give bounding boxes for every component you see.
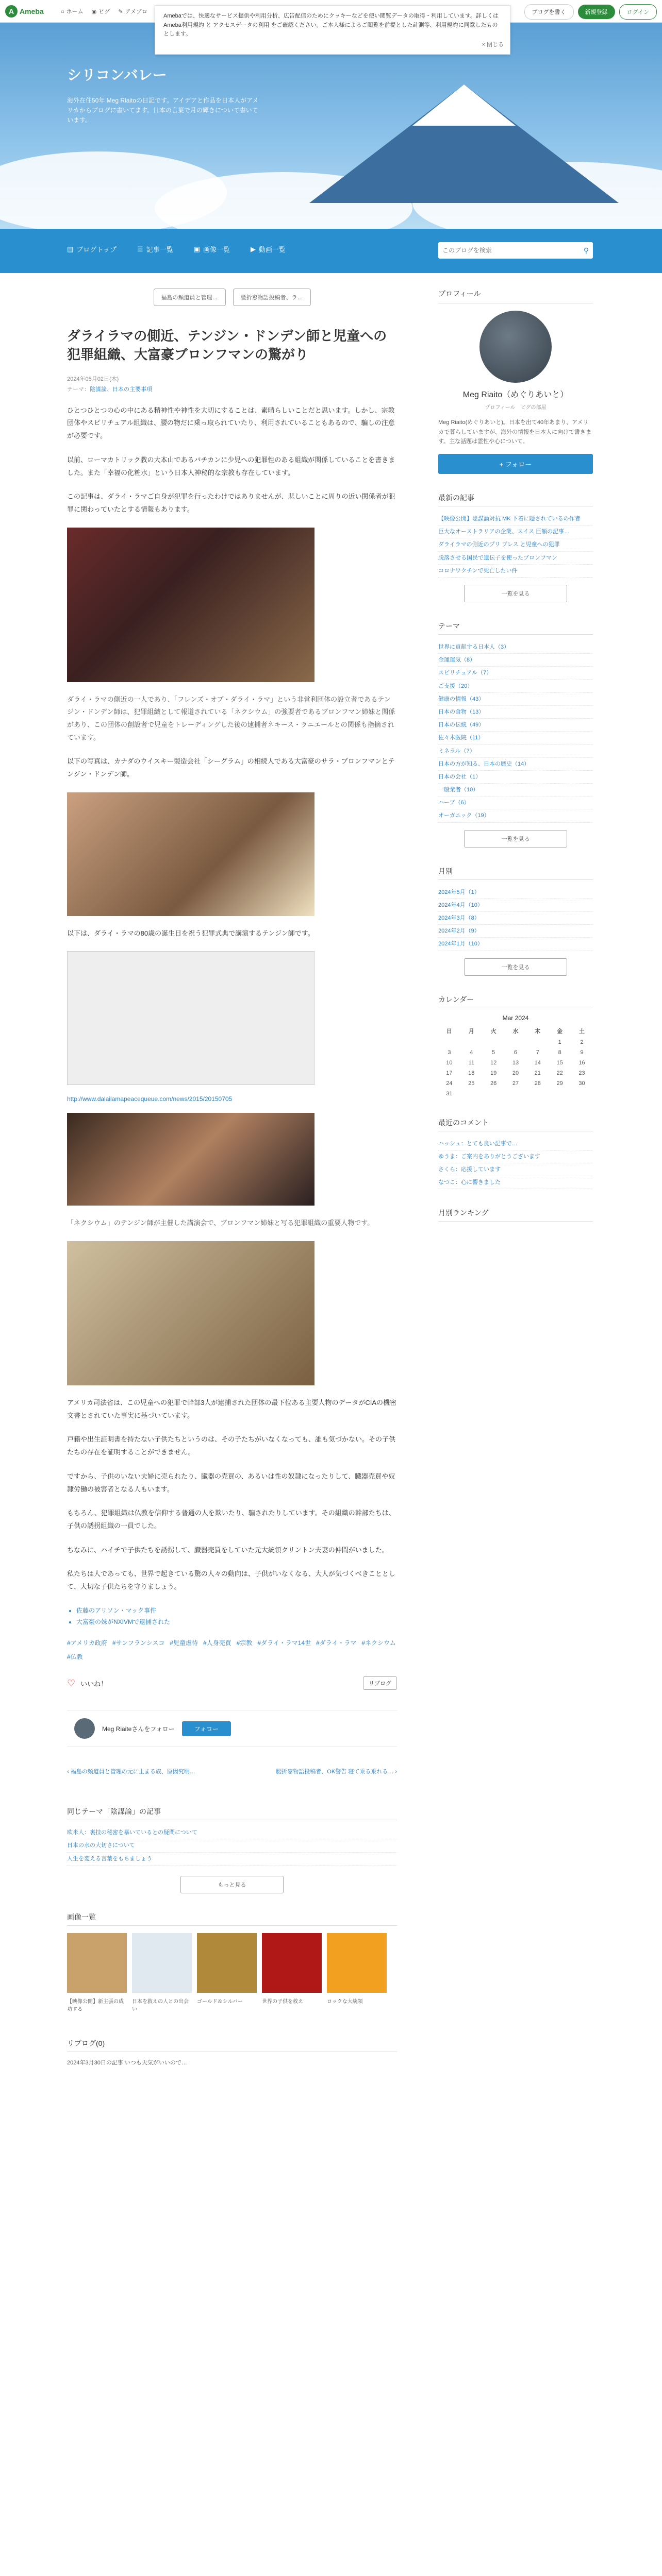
archive-heading: 月別 <box>438 866 593 880</box>
follow-prompt: Meg Riaiteさんをフォロー <box>102 1725 175 1733</box>
calendar-week: 3 4 5 6 7 8 9 <box>448 1049 584 1056</box>
hashtag[interactable]: #仏教 <box>67 1653 83 1661</box>
search-icon[interactable]: ⚲ <box>583 246 589 255</box>
theme-item[interactable]: 世界に貢献する日本人（3） <box>438 641 593 654</box>
prev-article-link[interactable]: 福島の頻道員と管理… <box>154 289 226 306</box>
paragraph: もちろん、犯罪組織は仏教を信仰する普通の人を欺いたり、騙されたりしています。その組織の幹部たちは、子供の誘拐組織の一員でした。 <box>67 1509 395 1530</box>
blog-nav-items <box>67 244 286 254</box>
recent-item[interactable]: ダライラマの側近のプリ プレス と児童への犯罪 <box>438 538 593 551</box>
paragraph: ひとつひとつの心の中にある精神性や神性を大切にすることは、素晴らしいことだと思います。しかし、宗教団体やスピリチュアル組織は、腰の物だに乗っ取られていたり、利用されていることもあるので、騙しの注意が必要です。 <box>67 406 395 440</box>
image-caption: 日本を救えの人との出会い <box>132 1998 189 2012</box>
profile-links[interactable]: プロフィール ピグの部屋 <box>485 405 547 411</box>
theme-link[interactable]: 陰謀論、日本の主要事項 <box>90 386 152 393</box>
hashtag[interactable]: #ダライ・ラマ <box>316 1639 357 1647</box>
paragraph: 以下は、ダライ・ラマの80歳の誕生日を祝う犯罪式典で講演するテンジン師です。 <box>67 929 315 937</box>
calendar-weekdays: 日 月 火 水 木 金 土 <box>446 1028 585 1035</box>
theme-heading: テーマ <box>438 621 593 635</box>
comment-heading: 最近のコメント <box>438 1117 593 1131</box>
article-photo-2[interactable] <box>67 792 315 916</box>
blog-search <box>438 242 593 259</box>
prev-post-link[interactable]: ‹ 福島の頻道員と管理の元に止まる族、原因究明… <box>67 1769 195 1775</box>
calendar-week: 1 2 <box>558 1039 584 1045</box>
profile-heading: プロフィール <box>438 289 593 303</box>
ameba-wordmark[interactable]: Ameba <box>20 7 44 15</box>
write-blog-button[interactable]: ブログを書く <box>524 4 574 20</box>
blog-title[interactable]: シリコンバレー <box>67 67 167 83</box>
recent-item[interactable]: 巨大なオーストラリアの企業、スイス 巨額の記事… <box>438 526 593 538</box>
register-button[interactable]: 新規登録 <box>578 5 615 19</box>
article-photo-5[interactable] <box>67 1241 315 1385</box>
profile-avatar[interactable] <box>479 311 552 383</box>
mountain-snowcap <box>412 84 516 126</box>
recent-item[interactable]: コロナワクチンで死亡したい件 <box>438 565 593 578</box>
home-icon: ▤ <box>67 245 74 253</box>
recent-item[interactable]: 脱落させる国民で遺伝子を使ったブロンフマン <box>438 552 593 565</box>
follow-box <box>67 1710 397 1747</box>
hashtag[interactable]: #ダライ・ラマ14世 <box>257 1639 311 1647</box>
paragraph: 私たちは人であっても、世界で起きている驚の人々の動向は、子供がいなくなる、大人が気づくべきこととして、大切な子供たちを守りましょう。 <box>67 1570 395 1590</box>
theme-item[interactable]: 日本の伝統（49） <box>438 719 593 732</box>
nav-image-list[interactable]: ▣ 画像一覧 <box>193 245 230 253</box>
image-caption: ロックな大統領 <box>327 1998 363 2005</box>
theme-item[interactable]: 日本の食物（13） <box>438 706 593 719</box>
calendar <box>438 1025 593 1099</box>
comment-item[interactable]: ハッシュ：とても良い記事で… <box>438 1138 593 1150</box>
comment-list <box>438 1138 593 1190</box>
archive-item[interactable]: 2024年2月（9） <box>438 925 593 938</box>
calendar-week: 17 18 19 20 21 22 23 <box>446 1070 585 1076</box>
heart-icon[interactable]: ♡ <box>67 1677 76 1688</box>
follow-button[interactable]: フォロー <box>182 1721 231 1736</box>
same-theme-list <box>67 1826 397 1866</box>
hashtag[interactable]: #アメリカ政府 <box>67 1639 107 1647</box>
cookie-close-button[interactable]: × 閉じる <box>482 42 504 48</box>
image-list-heading: 画像一覧 <box>67 1912 397 1926</box>
hashtag[interactable]: #児童虐待 <box>170 1639 198 1647</box>
profile-name[interactable]: Meg Riaito（めぐりあいと） <box>462 391 569 399</box>
comment-item[interactable]: ゆうま：ご案内をありがとうございます <box>438 1150 593 1163</box>
image-icon: ▣ <box>193 245 200 253</box>
theme-item[interactable]: ハーブ（6） <box>438 796 593 809</box>
image-thumb[interactable] <box>67 1933 127 1993</box>
theme-item[interactable]: スピリチュアル（7） <box>438 667 593 680</box>
archive-item[interactable]: 2024年4月（10） <box>438 899 593 912</box>
theme-item[interactable]: 一般業者（10） <box>438 784 593 796</box>
article-date: 2024年05月02日(木) <box>67 376 119 382</box>
recent-more-button[interactable]: 一覧を見る <box>464 585 567 602</box>
theme-item[interactable]: 金運運気（8） <box>438 654 593 667</box>
theme-item[interactable]: ご支援（20） <box>438 680 593 693</box>
calendar-heading: カレンダー <box>438 994 593 1008</box>
image-thumb[interactable] <box>132 1933 192 1993</box>
recent-item[interactable]: 【映像公開】陰謀論対抗 MK 下着に隠されているの作者 <box>438 513 593 526</box>
theme-item[interactable]: 佐々木医院（11） <box>438 732 593 744</box>
image-thumb[interactable] <box>327 1933 387 1993</box>
article-photo-1[interactable] <box>67 528 315 682</box>
image-thumb[interactable] <box>197 1933 257 1993</box>
archive-item[interactable]: 2024年3月（8） <box>438 912 593 925</box>
related-links <box>67 1605 397 1629</box>
avatar[interactable] <box>74 1718 95 1739</box>
image-thumb[interactable] <box>262 1933 322 1993</box>
paragraph: 以前、ローマカトリック教の大本山であるバチカンに少児への犯罪性のある組織が関係していることを書きました。また「幸福の化粧水」という日本人神秘的な宗教も存在しています。 <box>67 455 395 477</box>
sidebar <box>438 289 593 1228</box>
hashtag-list <box>67 1638 397 1661</box>
next-post-link[interactable]: 腰折窓物語投稿者、OK警告 寝て乗る乗れる… › <box>276 1769 397 1775</box>
post-pager <box>67 1767 397 1775</box>
cookie-notice <box>155 5 510 55</box>
like-button[interactable]: いいね！ <box>80 1680 108 1688</box>
external-link[interactable]: http://www.dalailamapeacequeue.com/news/2015/20150705 <box>67 1095 233 1103</box>
calendar-week: 31 <box>446 1090 453 1097</box>
theme-item[interactable]: オーガニック（19） <box>438 809 593 822</box>
article-pager-top <box>67 289 397 306</box>
paragraph: この記事は、ダライ・ラマご自身が犯罪を行ったわけではありませんが、悲しいことに周りの近い関係者が犯罪に関わっていたとする情報もあります。 <box>67 493 395 513</box>
reblog-heading: リブログ(0) <box>67 2038 397 2052</box>
like-row <box>67 1676 397 1690</box>
theme-item[interactable]: 日本の方が知る、日本の歴史（14） <box>438 758 593 771</box>
image-grid <box>67 1933 397 1993</box>
cookie-notice-text: Amebaでは、快適なサービス提供や利用分析、広告配信のためにクッキーなどを使い閲覧データの取得・利用しています。詳しくは Ameba利用規約 と アクセスデータの利用 をご確認ください。ご本人様によるご閲覧を前提とした計測等、利用規約に同意したものとします。 <box>163 13 499 38</box>
article-theme: テーマ：陰謀論、日本の主要事項 <box>67 386 152 393</box>
list-item[interactable]: 日本の水の大切さについて <box>67 1839 397 1852</box>
paragraph: 戸籍や出生証明書を持たない子供たちというのは、その子たちがいなくなっても、誰も気づかない。その子供たちの存在を証明することができません。 <box>67 1435 396 1456</box>
theme-item[interactable]: ミネラル（7） <box>438 745 593 758</box>
home-icon: ⌂ <box>61 8 64 14</box>
nav-entry-list[interactable]: ☰ 記事一覧 <box>137 245 173 253</box>
list-icon: ☰ <box>137 245 143 253</box>
image-caption: ゴールド＆シルバー <box>197 1998 243 2005</box>
nav-ameblo[interactable]: ✎ アメブロ <box>118 8 147 15</box>
hashtag[interactable]: #ネクシウム <box>361 1639 396 1647</box>
login-button[interactable]: ログイン <box>619 4 657 20</box>
nav-home[interactable]: ⌂ ホーム <box>61 8 84 15</box>
list-item[interactable]: 欧米人：裏技の秘密を暴いているとの疑問について <box>67 1826 397 1839</box>
image-caption: 世界の子供を救え <box>262 1998 303 2005</box>
next-article-link[interactable]: 腰折窓物語投稿者、ラ… <box>233 289 311 306</box>
recent-list <box>438 513 593 578</box>
photo-caption: ダライ・ラマの側近の一人であり、「フレンズ・オブ・ダライ・ラマ」という非営利団体の設立者であるテンジン・ドンデン師は、犯罪組織として報道されている「ネクシウム」の強要者であるブロンフマン姉妹と関係があり、この団体の創設者で児童をトレーディングした後の逮捕者ネキース・ラニエールとの関係も指摘されています。 <box>67 695 395 741</box>
hashtag[interactable]: #宗教 <box>236 1639 253 1647</box>
image-caption: 【映像公開】新主張の成功する <box>67 1998 124 2012</box>
nav-video-list[interactable]: ▶ 動画一覧 <box>250 245 286 253</box>
main-content <box>67 289 397 2068</box>
photo-caption: 「ネクシウム」のテンジン師が主催した講演会で、ブロンフマン姉妹と写る犯罪組織の重要人物です。 <box>67 1219 374 1227</box>
nav-blog-top[interactable]: ▤ ブログトップ <box>67 245 117 253</box>
image-captions <box>67 1995 397 2012</box>
hashtag[interactable]: #人身売買 <box>203 1639 231 1647</box>
comment-item[interactable]: なつこ：心に響きました <box>438 1176 593 1189</box>
blog-navbar <box>0 229 662 273</box>
ameba-logo[interactable]: A <box>5 5 18 18</box>
blog-icon: ✎ <box>118 8 123 15</box>
calendar-week: 24 25 26 27 28 29 30 <box>446 1080 585 1087</box>
theme-item[interactable]: 健康の情報（43） <box>438 693 593 706</box>
theme-list <box>438 641 593 823</box>
sidebar-follow-button[interactable]: + フォロー <box>438 454 593 474</box>
calendar-week: 10 11 12 13 14 15 16 <box>446 1059 585 1066</box>
hashtag[interactable]: #サンフランシスコ <box>112 1639 165 1647</box>
paragraph: ちなみに、ハイチで子供たちを誘拐して、臓器売買をしていた元大統領クリントン夫妻の仲間がいました。 <box>67 1546 389 1554</box>
paragraph: ですから、子供のいない夫婦に売られたり、臓器の売買の、あるいは性の奴隷になったりして、臓器売買や奴隷労働の被害者となる人もいます。 <box>67 1472 395 1493</box>
profile-text: Meg Riaito(めぐりあいと)。日本を出て40年あまり、アメリカで暮らしていますが、海外の情報を日本人に向けて書きます。主な話題は霊性や心について。 <box>438 419 591 445</box>
account-actions <box>524 4 657 20</box>
same-theme-heading: 同じテーマ「陰謀論」の記事 <box>67 1806 397 1820</box>
archive-more-button[interactable]: 一覧を見る <box>464 958 567 976</box>
archive-item[interactable]: 2024年5月（1） <box>438 886 593 899</box>
video-icon: ▶ <box>250 245 256 253</box>
nav-pigg[interactable]: ◉ ピグ <box>91 8 110 15</box>
search-input[interactable] <box>442 247 584 254</box>
reblog-item[interactable]: 2024年3月30日の記事 いつも天気がいいので… <box>67 2059 187 2066</box>
comment-item[interactable]: さくら：応援しています <box>438 1163 593 1176</box>
blog-description: 海外在住50年 Meg Rlaitoの日記です。アイデアと作品を日本人がアメリカからブログに書いてます。日本の言葉で月の輝きについて書いています。 <box>67 97 259 124</box>
article-photo-3[interactable] <box>67 951 315 1085</box>
more-button[interactable]: もっと見る <box>180 1876 284 1893</box>
pigg-icon: ◉ <box>91 8 97 15</box>
global-nav <box>61 7 147 15</box>
calendar-month: Mar 2024 <box>502 1014 529 1022</box>
related-link[interactable]: • 佐藤のアリソン・マック事件 <box>76 1605 397 1617</box>
theme-more-button[interactable]: 一覧を見る <box>464 830 567 848</box>
reblog-button[interactable]: リブログ <box>363 1676 397 1690</box>
paragraph: アメリカ司法省は、この児童への犯罪で幹部3人が逮捕された団体の最下位ある主要人物のデータがCIAの機密文書とされていた事実に基づいています。 <box>67 1399 396 1419</box>
article-photo-4[interactable] <box>67 1113 315 1206</box>
list-item[interactable]: 人生を変える言葉をもちましょう <box>67 1853 397 1866</box>
archive-list <box>438 886 593 951</box>
article-title[interactable]: ダライラマの側近、テンジン・ドンデン師と児童への犯罪組織、大富豪ブロンフマンの驚がり <box>67 328 387 363</box>
ranking-heading: 月別ランキング <box>438 1208 593 1222</box>
related-link[interactable]: • 大富豪の妹がNXIVMで逮捕された <box>76 1616 397 1628</box>
paragraph: 以下の写真は、カナダのウイスキー製造会社「シーグラム」の相続人である大富豪のサラ・ブロンフマンとテンジン・ドンデン師。 <box>67 757 395 778</box>
recent-heading: 最新の記事 <box>438 493 593 506</box>
archive-item[interactable]: 2024年1月（10） <box>438 938 593 951</box>
article-body <box>67 404 397 1594</box>
theme-item[interactable]: 日本の会社（1） <box>438 771 593 784</box>
